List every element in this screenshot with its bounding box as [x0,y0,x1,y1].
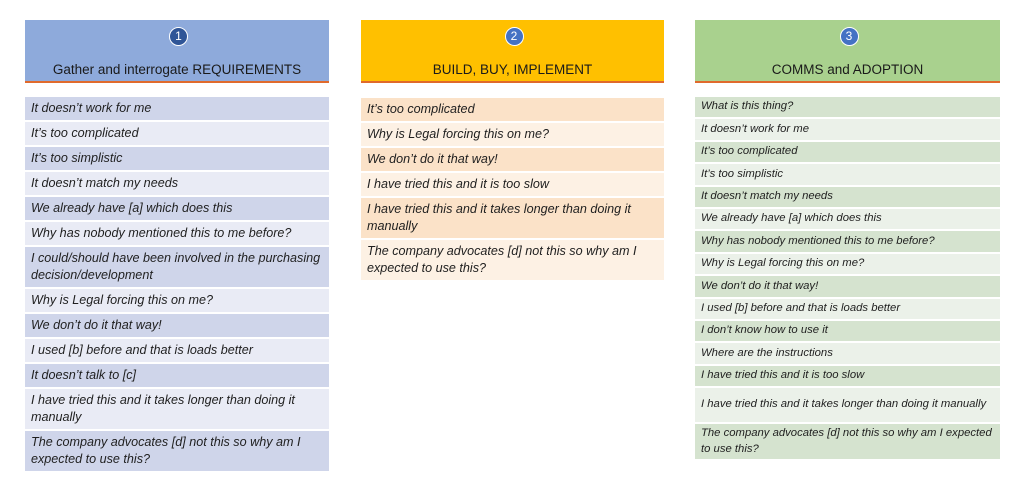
list-item: I used [b] before and that is loads better [695,299,1000,321]
step-number-badge: 3 [840,27,859,46]
step-number-badge: 2 [505,27,524,46]
list-item: It’s too complicated [361,98,664,123]
list-item: Why has nobody mentioned this to me before? [25,222,329,247]
column-header [695,20,1000,83]
list-item: I have tried this and it is too slow [695,366,1000,388]
column-title: Gather and interrogate REQUIREMENTS [52,62,302,77]
list-item: It’s too complicated [25,122,329,147]
objection-list [695,97,1000,461]
list-item: I could/should have been involved in the purchasing decision/development [25,247,329,289]
list-item: I have tried this and it is too slow [361,173,664,198]
list-item: It’s too complicated [695,142,1000,164]
list-item: I have tried this and it takes longer than doing it manually [361,198,664,240]
list-item: It doesn’t match my needs [25,172,329,197]
list-item: Why is Legal forcing this on me? [361,123,664,148]
list-item: We don’t do it that way! [695,276,1000,298]
list-item: The company advocates [d] not this so why am I expected to use this? [25,431,329,473]
list-item: We already have [a] which does this [695,209,1000,231]
list-item: What is this thing? [695,97,1000,119]
list-item: Why is Legal forcing this on me? [25,289,329,314]
list-item: It’s too simplistic [695,164,1000,186]
objection-list [25,97,329,473]
list-item: I have tried this and it takes longer than doing it manually [695,388,1000,424]
list-item: It doesn’t match my needs [695,187,1000,209]
list-item: It doesn’t work for me [25,97,329,122]
list-item: We already have [a] which does this [25,197,329,222]
column-requirements [25,20,329,473]
column-title: BUILD, BUY, IMPLEMENT [432,62,593,77]
column-title: COMMS and ADOPTION [771,62,924,77]
column-header [25,20,329,83]
step-number-badge: 1 [169,27,188,46]
column-build-buy-implement [361,20,664,282]
list-item: I have tried this and it takes longer than doing it manually [25,389,329,431]
list-item: Where are the instructions [695,343,1000,365]
list-item: It doesn’t talk to [c] [25,364,329,389]
list-item: The company advocates [d] not this so why am I expected to use this? [695,424,1000,461]
list-item: It doesn’t work for me [695,119,1000,141]
list-item: It’s too simplistic [25,147,329,172]
objection-list [361,98,664,282]
list-item: Why is Legal forcing this on me? [695,254,1000,276]
column-comms-adoption [695,20,1000,461]
list-item: We don’t do it that way! [25,314,329,339]
list-item: The company advocates [d] not this so why am I expected to use this? [361,240,664,282]
list-item: I don’t know how to use it [695,321,1000,343]
column-header [361,20,664,83]
list-item: Why has nobody mentioned this to me before? [695,231,1000,253]
list-item: I used [b] before and that is loads better [25,339,329,364]
list-item: We don’t do it that way! [361,148,664,173]
